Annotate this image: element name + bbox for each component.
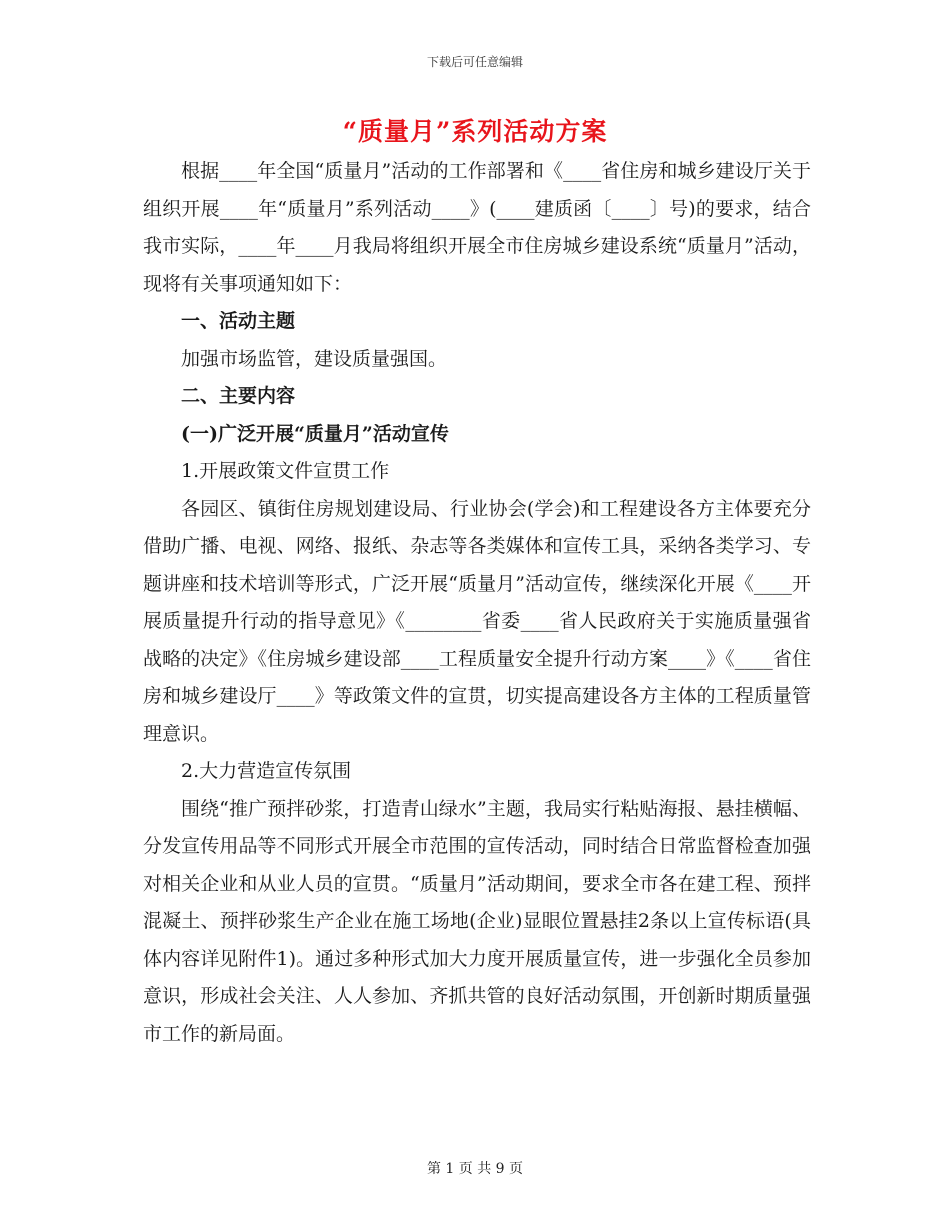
document-title: “质量月”系列活动方案: [342, 117, 608, 146]
policy-paragraph: 各园区、镇街住房规划建设局、行业协会(学会)和工程建设各方主体要充分借助广播、电视、网络、报纸、杂志等各类媒体和宣传工具，采纳各类学习、专题讲座和技术培训等形式，广泛开展“质量月”活动宣传，继续深化开展《____开展质量提升行动的指导意见》《________省委____省人民政府关于实施质量强省战略的决定》《住房城乡建设部____工程质量安全提升行动方案____》《____省住房和城乡建设厅____》等政策文件的宣贯，切实提高建设各方主体的工程质量管理意识。: [143, 497, 811, 745]
atmosphere-paragraph: 围绕“推广预拌砂浆，打造青山绿水”主题，我局实行粘贴海报、悬挂横幅、分发宣传用品等不同形式开展全市范围的宣传活动，同时结合日常监督检查加强对相关企业和从业人员的宣贯。“质量月”活动期间，要求全市各在建工程、预拌混凝土、预拌砂浆生产企业在施工场地(企业)显眼位置悬挂2条以上宣传标语(具体内容详见附件1)。通过多种形式加大力度开展质量宣传，进一步强化全员参加意识，形成社会关注、人人参加、齐抓共管的良好活动氛围，开创新时期质量强市工作的新局面。: [143, 797, 811, 1045]
item-heading-policy: 1.开展政策文件宣贯工作: [181, 460, 390, 482]
section-heading-theme: 一、活动主题: [181, 310, 296, 332]
theme-paragraph: 加强市场监管，建设质量强国。: [181, 347, 448, 370]
subsection-heading-publicity: (一)广泛开展“质量月”活动宣传: [181, 422, 449, 445]
intro-paragraph: 根据____年全国“质量月”活动的工作部署和《____省住房和城乡建设厅关于组织开展____年“质量月”系列活动____》(____建质函〔____〕号)的要求，结合我市实际，____年____月我局将组织开展全市住房城乡建设系统“质量月”活动，现将有关事项通知如下：: [143, 160, 811, 295]
page-footer: 第 1 页 共 9 页: [426, 1161, 524, 1177]
item-heading-atmosphere: 2.大力营造宣传氛围: [181, 760, 352, 782]
section-heading-content: 二、主要内容: [181, 385, 296, 407]
page-header: 下载后可任意编辑: [426, 55, 523, 69]
document-body: [143, 153, 811, 1053]
